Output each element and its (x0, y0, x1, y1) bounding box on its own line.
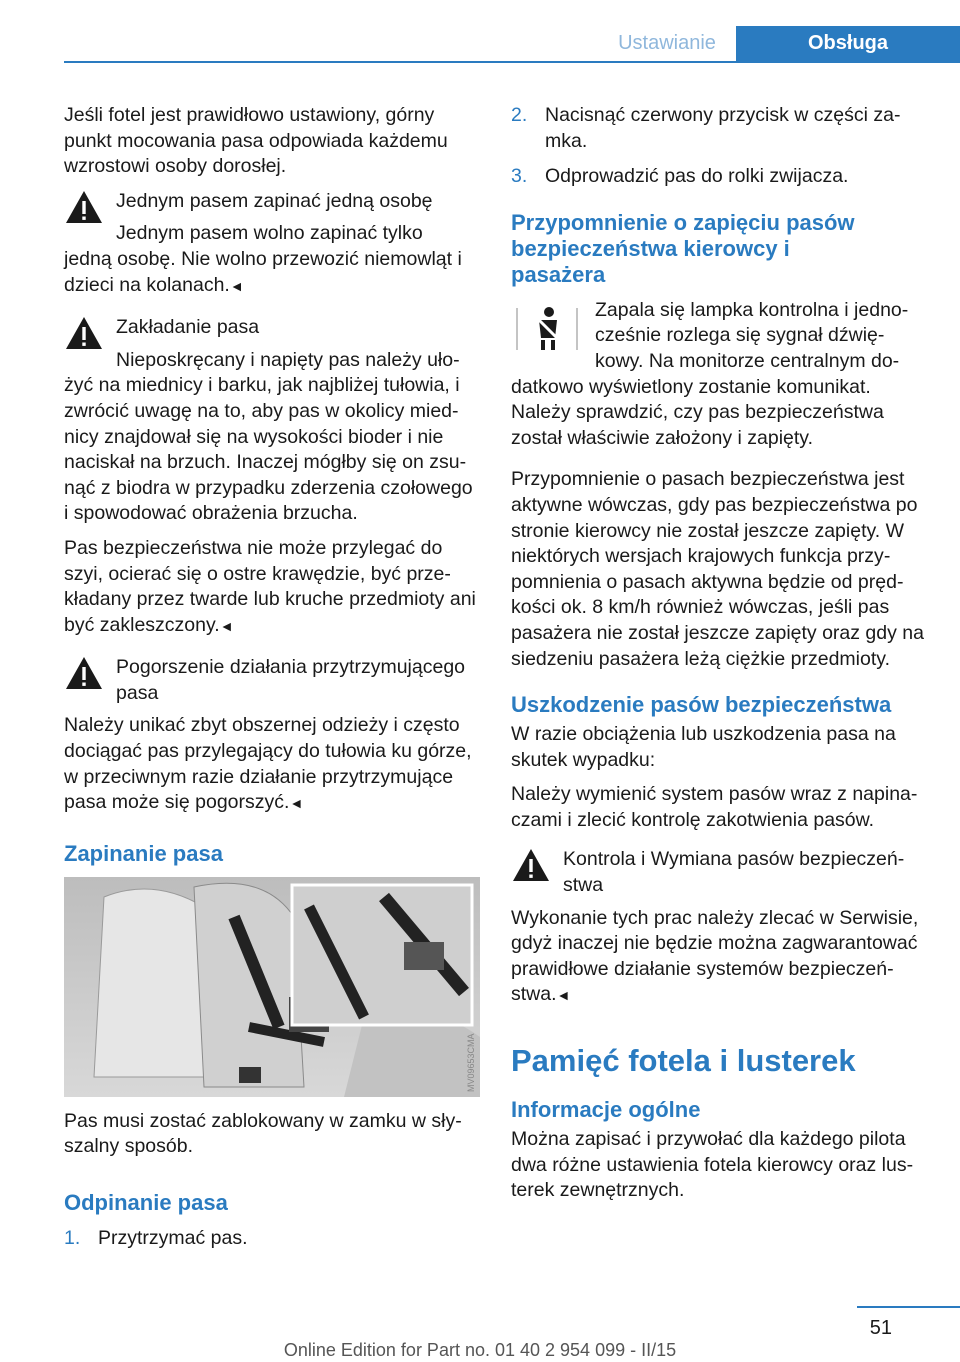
fasten-text: Pas musi zostać zablokowany w zamku w słyszalny sposób. (64, 1109, 462, 1158)
warning-text: Jednym pasem wolno zapinać tylko jedną osobę. Nie wolno przewozić niemowląt i dzieci na kolanach.◄ (64, 222, 462, 296)
warning-icon (64, 655, 104, 691)
section-heading-fasten: Zapinanie pasa (64, 840, 223, 866)
warning-title: Kontrola i Wymiana pasów bezpieczeństwa (563, 848, 905, 897)
warning-title: Zakładanie pasa (116, 316, 260, 339)
warning-icon (511, 847, 551, 883)
unfasten-steps (64, 1226, 480, 1252)
section-heading-unfasten: Odpinanie pasa (64, 1190, 228, 1216)
warning-icon (64, 315, 104, 351)
section-heading-damage: Uszkodzenie pasów bezpieczeństwa (511, 692, 892, 718)
warning-text-2: Pas bezpieczeństwa nie może przylegać do szyi, ocierać się o ostre krawędzie, być przekładany przez twarde lub kruche przedmioty ani być zakleszczony.◄ (64, 536, 476, 636)
seatbelt-photo (64, 877, 480, 1097)
warning-fastening (64, 315, 480, 639)
warning-title: Pogorszenie działania przytrzymującego pasa (116, 656, 466, 704)
warning-replacement (511, 847, 929, 1009)
page-number: 51 (869, 1317, 892, 1339)
tab-ustawianie[interactable]: Ustawianie (618, 32, 716, 54)
reminder-paragraph: Przypomnienie o pasach bezpieczeństwa jest aktywne wówczas, gdy pas bezpieczeństwa po stronie kierowcy nie został jeszcze zapięty. W niektórych wersjach krajowych funkcja przypomnienia o pasach aktywna będzie od prędkości ok. 8 km/h również wówczas, jeśli pas pasażera nie został jeszcze zapięty oraz gdy na siedzeniu pasażera leżą ciężkie przedmioty. (511, 468, 924, 670)
section-heading-reminder: Przypomnienie o zapięciu pasów bezpieczeństwa kierowcy i pasażera (511, 209, 855, 287)
end-mark: ◄ (289, 795, 304, 812)
warning-title: Jednym pasem zapinać jedną osobę (116, 189, 433, 212)
tab-obsluga[interactable]: Obsługa (736, 26, 960, 61)
warning-text: Należy unikać zbyt obszernej odzieży i często dociągać pas przylegający do tułowia ku górze, w przeciwnym razie działanie przytrzymujące pasa może się pogorszyć.◄ (64, 714, 472, 814)
footer-edition: Online Edition for Part no. 01 40 2 954 099 - II/15 (283, 1340, 677, 1360)
svg-text:MV09653CMA: MV09653CMA (466, 1033, 476, 1092)
reminder-block (511, 298, 929, 452)
damage-text-2: Należy wymienić system pasów wraz z napinaczami i zlecić kontrolę zakotwienia pasów. (511, 783, 918, 831)
seatbelt-warning-light-icon (511, 302, 583, 354)
info-text: Można zapisać i przywołać dla każdego pilota dwa różne ustawienia fotela kierowcy oraz lusterek zewnętrznych. (511, 1128, 914, 1202)
left-column (64, 103, 480, 1262)
right-column (511, 103, 929, 1213)
end-mark: ◄ (229, 277, 244, 294)
section-heading-info: Informacje ogólne (511, 1097, 701, 1123)
chapter-title: Pamięć fotela i lusterek (511, 1043, 856, 1079)
header-rule (64, 61, 960, 63)
damage-text-1: W razie obciążenia lub uszkodzenia pasa na skutek wypadku: (511, 723, 896, 771)
warning-one-person (64, 189, 480, 299)
end-mark: ◄ (556, 987, 571, 1004)
warning-text: Nieposkręcany i napięty pas należy uło- żyć na miednicy i barku, jak najbliżej tułowia, i zwrócić uwagę na to, aby pas w okolicy miednicy znajdował się na wysokości bioder i nie naciskał na brzuch. Inaczej mógłby się on zsunąć z biodra w przypadku zderzenia czołowego i spowodować obrażenia brzucha. (64, 348, 473, 525)
reminder-text: Zapala się lampka kontrolna i jedno- cześnie rozlega się sygnał dźwię- kowy. Na monitorze centralnym do- datkowo wyświetlony zostanie komunikat. Należy sprawdzić, czy pas bezpieczeństwa został właściwie założony i zapięty. (511, 298, 909, 449)
intro-paragraph: Jeśli fotel jest prawidłowo ustawiony, górny punkt mocowania pasa odpowiada każdemu wzrostowi osoby dorosłej. (64, 104, 448, 178)
warning-icon (64, 189, 104, 225)
end-mark: ◄ (219, 617, 234, 634)
list-item: 3. Odprowadzić pas do rolki zwijacza. (511, 165, 849, 188)
unfasten-steps-cont (511, 103, 929, 190)
list-item: 1. Przytrzymać pas. (64, 1227, 248, 1250)
footer-rule (857, 1306, 960, 1308)
warning-restraint (64, 655, 480, 817)
warning-text: Wykonanie tych prac należy zlecać w Serwisie, gdyż inaczej nie będzie można zagwarantować prawidłowe działanie systemów bezpieczeństwa.◄ (511, 906, 919, 1006)
list-item: 2. Nacisnąć czerwony przycisk w części zamka. (511, 104, 901, 152)
